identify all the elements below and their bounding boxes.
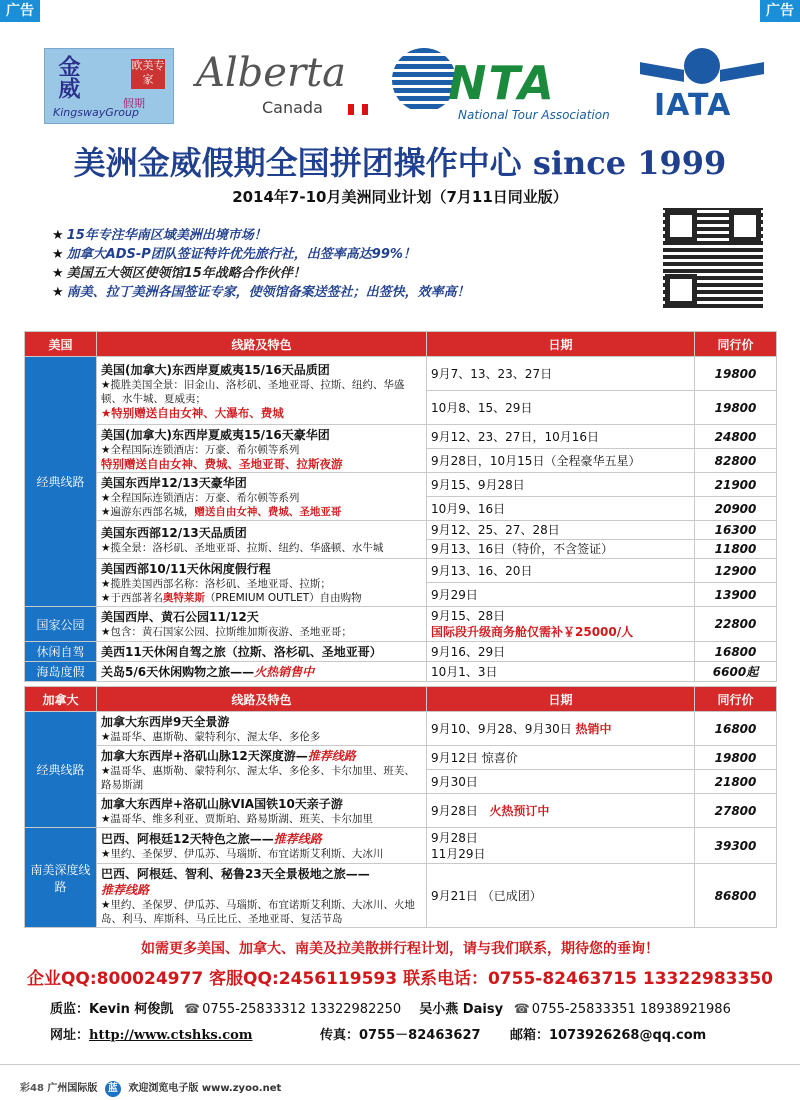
route-name-highlight: 推荐线路 xyxy=(273,831,322,846)
price-cell: 21800 xyxy=(695,770,777,794)
route-cell xyxy=(97,357,427,425)
date-note: 热销中 xyxy=(575,721,612,736)
kingsway-cn: 金威 xyxy=(55,55,81,99)
date-cell: 9月16、29日 xyxy=(427,642,695,662)
route-feature: ★揽胜美国西部名称：洛杉矶、圣地亚哥、拉斯； xyxy=(101,577,331,590)
route-cell xyxy=(97,864,427,928)
table-row xyxy=(25,357,777,391)
globe-icon xyxy=(684,48,720,84)
divider xyxy=(0,1064,800,1065)
date-text: 9月28日 xyxy=(431,830,478,845)
contact-persons xyxy=(50,998,731,1017)
date-cell: 9月13、16、20日 xyxy=(427,559,695,583)
contact-name: 吴小燕 Daisy xyxy=(419,1002,504,1017)
header-region: 美国 xyxy=(25,332,97,357)
page-subtitle: 2014年7-10月美洲同业计划（7月11日同业版） xyxy=(232,188,568,206)
contact-phone: ☎ 0755-25833312 13322982250 xyxy=(184,1002,401,1017)
date-text: 11月29日 xyxy=(431,846,486,861)
price-cell: 16800 xyxy=(695,642,777,662)
qr-code[interactable] xyxy=(663,208,763,308)
route-name: 加拿大东西岸+洛矶山脉VIA国铁10天亲子游 xyxy=(101,796,343,811)
date-cell xyxy=(427,828,695,864)
fax-number: 传真：0755－82463627 xyxy=(320,1028,481,1043)
date-cell: 10月8、15、29日 xyxy=(427,391,695,425)
route-cell xyxy=(97,473,427,521)
canada-plan-table xyxy=(24,686,777,928)
route-cell xyxy=(97,662,427,682)
route-feature: ★温哥华、惠斯勒、蒙特利尔、渥太华、多伦多、卡尔加里、班芙、路易斯湖 xyxy=(101,764,415,791)
ad-label-right: 广告 xyxy=(760,0,800,22)
header-route: 线路及特色 xyxy=(97,687,427,712)
date-text: 9月10、9月28、9月30日 xyxy=(431,721,572,736)
route-name-highlight: 火热销售中 xyxy=(254,664,315,679)
route-cell xyxy=(97,794,427,828)
highlight-item xyxy=(52,283,652,302)
iata-logo xyxy=(640,46,764,126)
nta-name: NTA xyxy=(448,56,556,110)
kingsway-sub: 假期 xyxy=(123,97,145,110)
table-row xyxy=(25,425,777,449)
table-row xyxy=(25,473,777,497)
route-feature-highlight: 赠送自由女神、费城、圣地亚哥 xyxy=(194,505,342,518)
route-cell xyxy=(97,828,427,864)
magazine-name: 广州国际版 xyxy=(47,1083,98,1094)
price-cell: 12900 xyxy=(695,559,777,583)
route-name: 美国(加拿大)东西岸夏威夷15/16天品质团 xyxy=(101,362,330,377)
magazine-logo-icon: 蓝 xyxy=(105,1081,121,1097)
route-cell xyxy=(97,746,427,794)
highlight-item xyxy=(52,264,652,283)
route-name: 美国西部10/11天休闲度假行程 xyxy=(101,561,271,576)
table-row xyxy=(25,662,777,682)
price-cell: 21900 xyxy=(695,473,777,497)
price-cell: 39300 xyxy=(695,828,777,864)
route-cell xyxy=(97,642,427,662)
price-cell: 16300 xyxy=(695,521,777,540)
date-text: 9月28日 xyxy=(431,803,478,818)
partner-logos xyxy=(44,46,764,126)
table-row xyxy=(25,642,777,662)
date-cell: 9月15、9月28日 xyxy=(427,473,695,497)
route-feature: （PREMIUM OUTLET）自由购物 xyxy=(204,591,362,604)
highlight-item xyxy=(52,245,652,264)
highlight-text: 美国五大领区使领馆15年战略合作伙伴！ xyxy=(66,266,306,281)
star-icon: ★ xyxy=(52,285,64,300)
price-cell: 19800 xyxy=(695,391,777,425)
price-cell: 20900 xyxy=(695,497,777,521)
route-cell xyxy=(97,521,427,559)
date-cell: 9月13、16日（特价，不含签证） xyxy=(427,540,695,559)
table-row xyxy=(25,794,777,828)
date-cell: 9月30日 xyxy=(427,770,695,794)
table-row xyxy=(25,559,777,583)
price-cell: 16800 xyxy=(695,712,777,746)
route-name: 美西11天休闲自驾之旅（拉斯、洛杉矶、圣地亚哥） xyxy=(101,644,382,659)
contact-phone: ☎ 0755-25833351 18938921986 xyxy=(514,1002,731,1017)
route-name-highlight: 推荐线路 xyxy=(101,882,150,897)
price-cell: 19800 xyxy=(695,746,777,770)
route-name: 加拿大东西岸+洛矶山脉12天深度游— xyxy=(101,748,308,763)
route-feature: ★里约、圣保罗、伊瓜苏、马瑙斯、布宜诺斯艾利斯、大冰川 xyxy=(101,847,384,860)
route-feature: ★包含：黄石国家公园、拉斯维加斯夜游、圣地亚哥； xyxy=(101,626,352,638)
date-cell xyxy=(427,794,695,828)
table-row xyxy=(25,607,777,642)
route-feature: ★揽全景：洛杉矶、圣地亚哥、拉斯、纽约、华盛顿、水牛城 xyxy=(101,541,384,554)
date-cell: 9月12、25、27、28日 xyxy=(427,521,695,540)
table-row xyxy=(25,712,777,746)
ad-label-left: 广告 xyxy=(0,0,40,22)
route-feature: ★全程国际连锁酒店：万豪、希尔顿等系列 xyxy=(101,491,300,504)
category-drive: 休闲自驾 xyxy=(25,642,97,662)
route-name: 巴西、阿根廷12天特色之旅—— xyxy=(101,831,274,846)
star-icon: ★ xyxy=(52,228,64,243)
page-number: 彩48 xyxy=(20,1083,44,1094)
highlight-text: 15年专注华南区域美洲出境市场！ xyxy=(66,228,267,243)
route-feature: ★里约、圣保罗、伊瓜苏、马瑙斯、布宜诺斯艾利斯、大冰川、火地岛、利马、库斯科、马丘比丘、圣地亚哥、复活节岛 xyxy=(101,898,415,925)
route-cell xyxy=(97,559,427,607)
date-cell xyxy=(427,607,695,642)
alberta-logo xyxy=(188,46,378,126)
route-name: 美国东西岸12/13天豪华团 xyxy=(101,475,247,490)
route-name: 美国西岸、黄石公园11/12天 xyxy=(101,610,259,624)
date-cell: 10月1、3日 xyxy=(427,662,695,682)
page-footer xyxy=(20,1079,281,1097)
table-row xyxy=(25,828,777,864)
header-date: 日期 xyxy=(427,332,695,357)
website-link[interactable]: http://www.ctshks.com xyxy=(89,1028,253,1043)
route-cell xyxy=(97,425,427,473)
table-row xyxy=(25,746,777,770)
date-cell: 9月12日 惊喜价 xyxy=(427,746,695,770)
header-price: 同行价 xyxy=(695,687,777,712)
table-row xyxy=(25,864,777,928)
header-region: 加拿大 xyxy=(25,687,97,712)
category-classic: 经典线路 xyxy=(25,357,97,607)
table-row xyxy=(25,521,777,540)
price-cell: 27800 xyxy=(695,794,777,828)
date-cell: 9月29日 xyxy=(427,583,695,607)
price-cell: 19800 xyxy=(695,357,777,391)
page-title: 美洲金威假期全国拼团操作中心 since 1999 xyxy=(73,144,727,182)
wing-icon xyxy=(640,62,684,82)
highlights-list xyxy=(52,226,652,302)
route-feature: ★揽胜美国全景：旧金山、洛杉矶、圣地亚哥、拉斯、纽约、华盛顿、水牛城、夏威夷； xyxy=(101,378,405,405)
browse-text: 欢迎浏览电子版 www.zyoo.net xyxy=(128,1083,282,1094)
route-feature: ★特别赠送自由女神、大瀑布、费城 xyxy=(101,405,284,420)
route-feature: ★遍游东西部名城， xyxy=(101,505,195,518)
header-price: 同行价 xyxy=(695,332,777,357)
price-cell: 6600起 xyxy=(695,662,777,682)
date-note: 国际段升级商务舱仅需补￥25000/人 xyxy=(431,625,634,639)
web-label: 网址： xyxy=(50,1028,90,1043)
route-name: 美国东西部12/13天品质团 xyxy=(101,525,247,540)
route-name-highlight: 推荐线路 xyxy=(307,748,356,763)
alberta-name: Alberta xyxy=(196,50,346,96)
price-cell: 24800 xyxy=(695,425,777,449)
email-address[interactable]: 邮箱：1073926268@qq.com xyxy=(510,1028,707,1043)
kingsway-badge: 欧美专家 xyxy=(131,59,165,89)
alberta-sub: Canada xyxy=(262,98,323,117)
category-south-america: 南美深度线路 xyxy=(25,828,97,928)
category-classic: 经典线路 xyxy=(25,712,97,828)
date-cell: 9月12、23、27日，10月16日 xyxy=(427,425,695,449)
highlight-text: 南美、拉丁美洲各国签证专家，使领馆备案送签社；出签快，效率高！ xyxy=(66,285,470,300)
contact-invite: 如需更多美国、加拿大、南美及拉美散拼行程计划，请与我们联系，期待您的垂询！ xyxy=(141,941,659,957)
iata-name: IATA xyxy=(654,88,732,123)
route-feature: ★全程国际连锁酒店：万豪、希尔顿等系列 xyxy=(101,443,300,456)
route-name: 关岛5/6天休闲购物之旅—— xyxy=(101,664,255,679)
header-date: 日期 xyxy=(427,687,695,712)
date-text: 9月15、28日 xyxy=(431,609,506,623)
route-cell xyxy=(97,607,427,642)
category-park: 国家公园 xyxy=(25,607,97,642)
category-island: 海岛度假 xyxy=(25,662,97,682)
price-cell: 86800 xyxy=(695,864,777,928)
contact-name: 质监：Kevin 柯俊凯 xyxy=(50,1002,174,1017)
route-feature: ★温哥华、惠斯勒、蒙特利尔、渥太华、多伦多 xyxy=(101,730,321,743)
qq-phone-line: 企业QQ:800024977 客服QQ:2456119593 联系电话：0755-82463715 13322983350 xyxy=(26,969,774,989)
date-note: 火热预订中 xyxy=(489,803,550,818)
globe-icon xyxy=(392,48,456,112)
date-cell: 9月28日，10月15日（全程豪华五星） xyxy=(427,449,695,473)
table-header xyxy=(25,332,777,357)
route-name: 美国(加拿大)东西岸夏威夷15/16天豪华团 xyxy=(101,427,330,442)
star-icon: ★ xyxy=(52,266,64,281)
price-cell: 13900 xyxy=(695,583,777,607)
date-cell: 10月9、16日 xyxy=(427,497,695,521)
date-cell xyxy=(427,712,695,746)
header-route: 线路及特色 xyxy=(97,332,427,357)
date-cell: 9月21日 （已成团） xyxy=(427,864,695,928)
kingsway-logo xyxy=(44,48,174,124)
route-feature-highlight: 奥特莱斯 xyxy=(162,591,205,604)
table-header xyxy=(25,687,777,712)
price-cell: 82800 xyxy=(695,449,777,473)
route-name: 加拿大东西岸9天全景游 xyxy=(101,714,230,729)
route-name: 巴西、阿根廷、智利、秘鲁23天全景极地之旅—— xyxy=(101,866,370,881)
highlight-text: 加拿大ADS-P团队签证特许优先旅行社，出签率高达99%！ xyxy=(66,247,416,262)
canada-flag-icon xyxy=(348,104,368,115)
web-fax-email xyxy=(50,1024,750,1043)
price-cell: 22800 xyxy=(695,607,777,642)
highlight-item xyxy=(52,226,652,245)
price-cell: 11800 xyxy=(695,540,777,559)
star-icon: ★ xyxy=(52,247,64,262)
nta-logo xyxy=(392,46,632,126)
date-cell: 9月7、13、23、27日 xyxy=(427,357,695,391)
route-feature: ★温哥华、维多利亚、贾斯珀、路易斯湖、班芙、卡尔加里 xyxy=(101,812,373,825)
usa-plan-table xyxy=(24,331,777,682)
nta-sub: National Tour Association xyxy=(458,108,610,122)
kingsway-en: KingswayGroup xyxy=(53,106,139,119)
route-feature: 特别赠送自由女神、费城、圣地亚哥、拉斯夜游 xyxy=(101,456,343,471)
route-feature: ★于西部著名 xyxy=(101,591,163,604)
wing-icon xyxy=(720,62,764,82)
route-cell xyxy=(97,712,427,746)
